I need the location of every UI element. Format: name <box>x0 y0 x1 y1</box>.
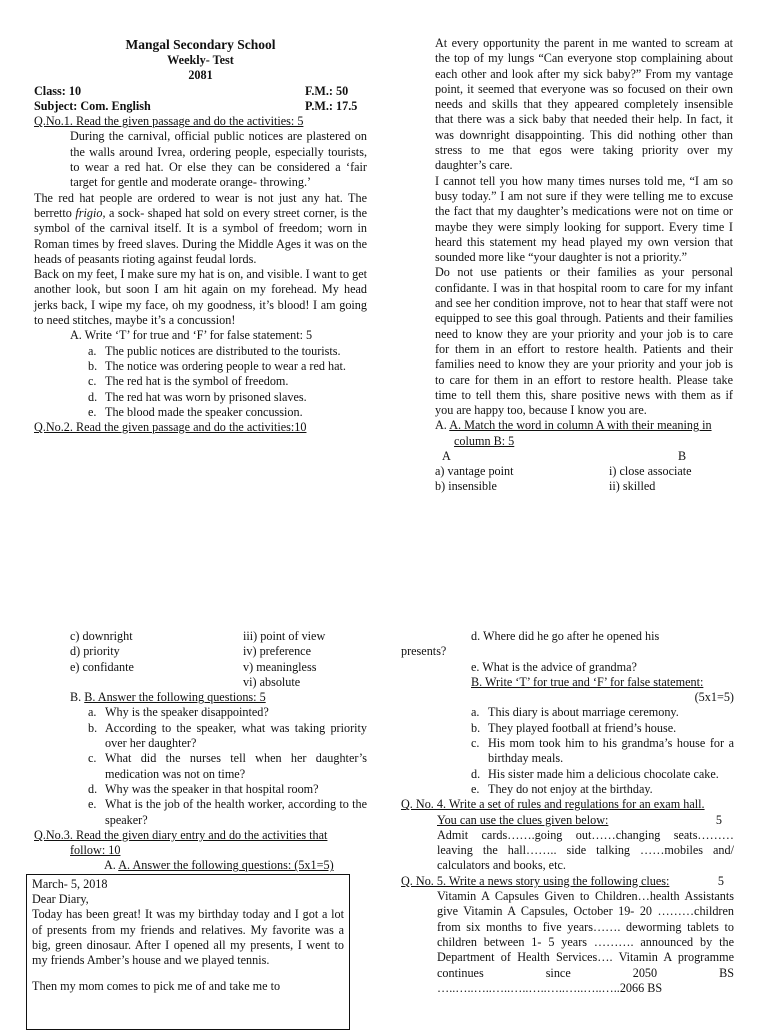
q1-para-1: During the carnival, official public notices are plastered on the walls around Ivrea, ordering people, especially tourists, to wear a red hat. Or else they can be considered a ‘fair target for gentle and moderate orange- throwing.’ <box>70 129 367 190</box>
pass-marks: P.M.: 17.5 <box>305 98 358 113</box>
q3-question-e: e. What is the advice of grandma? <box>471 659 637 674</box>
q2-para-3: Do not use patients or their families as your personal confidante. I was in that hospital room to care for my infant and see her condition improve, not to hear that staff were not equipped to see this goal through. Patients and their families need to know they are your priority and your job is to care for them in an effort to restore health. Patients and their families need to know they are your priority and your job is to care for them in an effort to restore health. Please take time to tell them this, share positive news with them as if you are happy too, because I know you are. <box>435 265 733 418</box>
subject-row <box>34 99 367 114</box>
diary-box <box>26 874 350 1030</box>
match-row <box>34 644 367 659</box>
list-text: His sister made him a delicious chocolate cake. <box>488 766 719 781</box>
q1-para-2-italic: frigio, <box>75 205 106 220</box>
q3-heading-line-1: Q.No.3. Read the given diary entry and do the activities that <box>34 827 328 842</box>
q3-question-d: d. Where did he go after he opened his <box>471 629 660 643</box>
q2-questions <box>34 705 367 827</box>
list-marker: d. <box>88 389 98 404</box>
match-a-item: a) vantage point <box>435 464 514 479</box>
list-marker: c. <box>88 374 97 389</box>
list-marker: a. <box>471 705 480 720</box>
list-item <box>471 767 734 782</box>
match-row <box>34 629 367 644</box>
q3-task-a-label: A. Answer the following questions: (5x1=5) <box>118 858 334 873</box>
list-item <box>88 374 367 389</box>
diary-greeting: Dear Diary, <box>32 892 89 907</box>
list-text: According to the speaker, what was taking priority over her daughter? <box>105 720 367 751</box>
list-item <box>88 359 367 374</box>
q3-question-d-cont: presents? <box>401 644 447 659</box>
list-item <box>88 797 367 828</box>
subject-label: Subject: Com. English <box>34 98 151 113</box>
match-a-item: c) downright <box>70 629 133 643</box>
q4-body <box>401 813 734 874</box>
list-item <box>88 344 367 359</box>
list-text: The blood made the speaker concussion. <box>105 404 303 419</box>
match-row <box>435 479 733 494</box>
top-left-column <box>34 36 367 435</box>
q4-clues-label: You can use the clues given below: <box>437 812 609 827</box>
list-item <box>88 705 367 720</box>
diary-para-1: Today has been great! It was my birthday today and I got a lot of presents from my friends and relatives. My favorite was a big, green dinosaur. After I opened all my presents, I went to my friends Amber’s house and we played tennis. <box>32 907 344 968</box>
list-marker: e. <box>88 797 97 812</box>
list-marker: b. <box>471 720 481 735</box>
list-text: Why was the speaker in that hospital room? <box>105 781 319 796</box>
list-text: The red hat was worn by prisoned slaves. <box>105 389 307 404</box>
diary-para-2: Then my mom comes to pick me of and take me to <box>32 978 281 993</box>
test-year: 2081 <box>188 68 213 83</box>
q2-task-a: A. A. Match the word in column A with their meaning in <box>435 418 712 433</box>
q1-para-2-b: a sock- shaped hat sold on every street corner, is the symbol of the carnival itself. It is a symbol of freedom; worn in Roman times by freed slaves. During the Middle Ages it was on the heads of peasants rioting against feudal lords. <box>34 205 367 266</box>
match-a-item: d) priority <box>70 644 120 659</box>
q3-task-a: A. A. Answer the following questions: (5x1=5) <box>104 858 334 873</box>
list-marker: e. <box>88 404 97 419</box>
q2-task-b: B. B. Answer the following questions: 5 <box>70 690 266 705</box>
list-text: This diary is about marriage ceremony. <box>488 705 679 720</box>
match-row <box>34 675 367 690</box>
q3-heading-line-2: follow: 10 <box>70 843 121 858</box>
q1-heading: Q.No.1. Read the given passage and do the activities: 5 <box>34 114 304 129</box>
col-b-head: B <box>678 449 687 464</box>
match-a-item: e) confidante <box>70 659 134 674</box>
q5-heading: Q. No. 5. Write a news story using the following clues: <box>401 873 670 888</box>
q1-statements <box>34 344 367 420</box>
q2-task-b-label: B. Answer the following questions: 5 <box>84 690 266 705</box>
class-label: Class: 10 <box>34 83 82 98</box>
list-item <box>88 405 367 420</box>
list-text: What is the job of the health worker, according to the speaker? <box>105 797 367 827</box>
list-marker: c. <box>88 751 97 766</box>
match-b-item: iii) point of view <box>243 629 326 643</box>
list-item <box>88 390 367 405</box>
match-b-item: iv) preference <box>243 644 311 659</box>
list-marker: c. <box>471 736 480 751</box>
list-text: What did the nurses tell when her daughter’s medication was not on time? <box>105 751 367 781</box>
list-text: They do not enjoy at the birthday. <box>488 781 653 796</box>
bottom-left-column <box>34 629 367 1030</box>
q1-para-2 <box>34 191 367 267</box>
list-text: The public notices are distributed to the tourists. <box>105 343 341 358</box>
q3-statements <box>401 705 734 797</box>
match-b-item: i) close associate <box>609 464 692 479</box>
q4-marks: 5 <box>715 812 722 827</box>
q5-heading-row <box>401 874 734 889</box>
match-row <box>34 660 367 675</box>
col-a-head: A <box>442 449 451 464</box>
q5-clues: Vitamin A Capsules Given to Children…health Assistants give Vitamin A Capsules, October 19- 20 ………children from six months to five years……. deworming tablets to children between 1- 5 years ………. announced by the Department of Health Services…. Vitamin A programme continues since 2050 BS …..…..…..…..…..…..…..…..…..…..2066 BS <box>437 889 734 995</box>
match-row <box>435 464 733 479</box>
q2-heading: Q.No.2. Read the given passage and do the activities:10 <box>34 420 307 435</box>
class-row <box>34 84 367 99</box>
list-item <box>471 782 734 797</box>
match-b-item: vi) absolute <box>243 674 301 689</box>
q1-task-a: A. Write ‘T’ for true and ‘F’ for false statement: 5 <box>70 328 313 343</box>
test-title: Weekly- Test <box>167 53 234 67</box>
match-column-heads <box>435 449 733 464</box>
list-text: His mom took him to his grandma’s house for a birthday meals. <box>488 736 734 766</box>
q1-para-2-a: The red hat people are ordered to wear is not just any hat. The berretto <box>34 190 367 220</box>
q4-heading: Q. No. 4. Write a set of rules and regulations for an exam hall. <box>401 797 705 812</box>
q4-clues: Admit cards…….going out……changing seats……… leaving the hall…….. side talking ……mobiles and/ calculators and books, etc. <box>437 827 734 873</box>
list-item <box>88 751 367 782</box>
list-marker: d. <box>471 766 481 781</box>
full-marks: F.M.: 50 <box>305 83 349 98</box>
q3-task-b-marks: (5x1=5) <box>694 690 734 705</box>
school-name: Mangal Secondary School <box>125 37 276 52</box>
q2-para-2: I cannot tell you how many times nurses told me, “I am so busy today.” I am not sure if they were telling me to excuse the fact that my daughter’s medications were not on time or maybe they were simply looking for support. Every time I heard this statement my head played my own version that sounded more like “your daughter is not a priority.” <box>435 173 733 265</box>
list-marker: a. <box>88 705 97 720</box>
q4-clues-row <box>437 813 734 828</box>
list-marker: d. <box>88 781 98 796</box>
top-right-column <box>435 36 733 494</box>
list-marker: a. <box>88 343 97 358</box>
diary-date: March- 5, 2018 <box>32 876 108 891</box>
bottom-right-column <box>401 629 734 995</box>
list-text: The notice was ordering people to wear a red hat. <box>105 358 346 373</box>
q3-task-b: B. Write ‘T’ for true and ‘F’ for false statement: <box>471 674 704 689</box>
list-marker: b. <box>88 358 98 373</box>
q2-task-a-line-1: A. Match the word in column A with their meaning in <box>449 418 712 433</box>
list-item <box>471 736 734 767</box>
match-a-item: b) insensible <box>435 479 497 494</box>
q5-marks: 5 <box>717 873 724 888</box>
list-text: The red hat is the symbol of freedom. <box>105 374 289 389</box>
match-b-item: ii) skilled <box>609 479 656 494</box>
q1-para-3: Back on my feet, I make sure my hat is on, and visible. I want to get another look, but soon I am hit again on my forehead. My head jerks back, I wipe my face, oh my goodness, it’s blood! I am going to need stitches, maybe it’s a concussion! <box>34 267 367 328</box>
list-item <box>471 721 734 736</box>
list-marker: b. <box>88 720 98 735</box>
list-item <box>88 782 367 797</box>
q2-task-a-line-2: column B: 5 <box>454 433 515 448</box>
q2-para-1: At every opportunity the parent in me wanted to scream at the top of my lungs “Can everyone stop complaining about each other and look after my sick baby?” From my vantage point, it seemed that everyone was so focused on their own needs and skills that they appeared completely insensible that there was a sick baby that needed their help. In fact, it was downright disappointing. This did nothing other than stress to me that egos were taking priority over my daughter’s care. <box>435 36 733 173</box>
list-item <box>88 721 367 752</box>
list-text: Why is the speaker disappointed? <box>105 705 269 720</box>
list-item <box>471 705 734 720</box>
list-marker: e. <box>471 781 480 796</box>
match-b-item: v) meaningless <box>243 659 317 674</box>
list-text: They played football at friend’s house. <box>488 720 677 735</box>
